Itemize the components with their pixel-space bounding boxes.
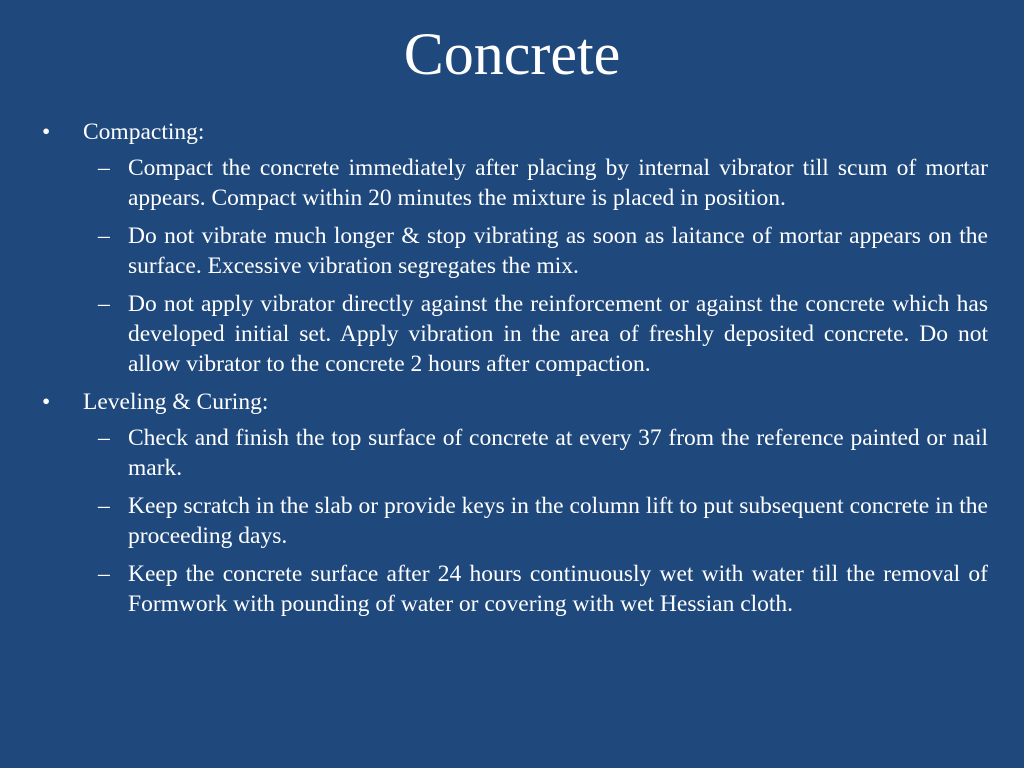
sub-item (42, 491, 988, 551)
sub-item (42, 423, 988, 483)
dash-marker: – (98, 493, 110, 519)
slide-title: Concrete (403, 21, 621, 87)
sub-item-text: Keep the concrete surface after 24 hours continuously wet with water till the removal of Formwork with pounding of water or covering with wet Hessian cloth. (128, 561, 988, 617)
bullet-marker: • (42, 119, 51, 145)
dash-marker: – (98, 223, 110, 249)
bullet-marker: • (42, 389, 51, 415)
sub-item (42, 221, 988, 281)
sub-item-text: Do not vibrate much longer & stop vibrating as soon as laitance of mortar appears on the surface. Excessive vibration segregates the mix. (128, 223, 988, 279)
bullet-compacting (42, 117, 988, 147)
bullet-heading: Compacting: (83, 119, 205, 145)
bullet-leveling-curing (42, 387, 988, 417)
sub-item-text: Check and finish the top surface of concrete at every 37 from the reference painted or nail mark. (128, 425, 988, 481)
sub-item-text: Do not apply vibrator directly against the reinforcement or against the concrete which has developed initial set. Apply vibration in the area of freshly deposited concrete. Do not allow vibrator to the concrete 2 hours after compaction. (128, 291, 988, 377)
sub-item (42, 153, 988, 213)
sub-item (42, 289, 988, 379)
dash-marker: – (98, 155, 110, 181)
dash-marker: – (98, 291, 110, 317)
sub-item-text: Compact the concrete immediately after placing by internal vibrator till scum of mortar appears. Compact within 20 minutes the mixture is placed in position. (128, 155, 988, 211)
dash-marker: – (98, 425, 110, 451)
bullet-heading: Leveling & Curing: (83, 389, 269, 415)
sub-item-text: Keep scratch in the slab or provide keys in the column lift to put subsequent concrete in the proceeding days. (128, 493, 988, 549)
dash-marker: – (98, 561, 110, 587)
sub-item (42, 559, 988, 619)
slide-content (42, 117, 988, 627)
